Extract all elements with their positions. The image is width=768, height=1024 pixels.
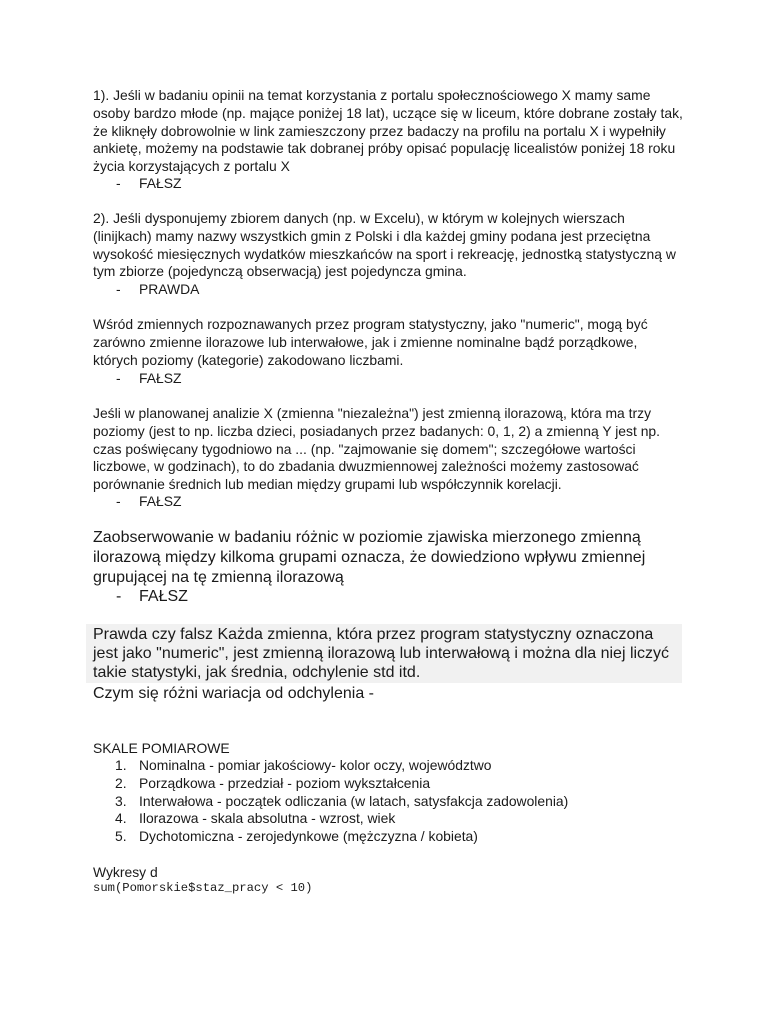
scale-item — [93, 775, 568, 793]
question-4-answer — [116, 493, 181, 511]
scales-list — [93, 757, 568, 846]
list-number: 4. — [115, 810, 127, 827]
question-3-answer — [116, 370, 181, 388]
dash-marker: - — [116, 588, 122, 605]
scale-item-text: Ilorazowa - skala absolutna - wzrost, wiek — [139, 810, 396, 827]
list-number: 1. — [115, 757, 127, 773]
scale-item — [93, 793, 568, 811]
question-1-text: 1). Jeśli w badaniu opinii na temat korzystania z portalu społecznościowego X mamy same osoby bardzo młode (np. mające poniżej 18 lat), uczące się w liceum, które dobrane zostały tak, że kliknęły dobrowolnie w link zamieszczony przez badaczy na profilu na portalu X i wypełniły ankietę, możemy na podstawie tak dobranej próby opisać populację licealistów poniżej 18 roku życia korzystających z portalu X — [93, 87, 683, 175]
answer-label: FAŁSZ — [139, 588, 188, 605]
question-5-text: Zaobserwowanie w badaniu różnic w poziomie zjawiska mierzonego zmienną ilorazową między kilkoma grupami oznacza, że dowiedziono wpływu zmiennej grupującej na tę zmienną ilorazową — [93, 529, 646, 586]
scales-heading: SKALE POMIAROWE — [93, 740, 230, 756]
answer-label: FAŁSZ — [139, 370, 182, 386]
answer-label: FAŁSZ — [139, 493, 182, 509]
scale-item-text: Porządkowa - przedział - poziom wykształcenia — [139, 774, 431, 791]
answer-label: FAŁSZ — [139, 175, 182, 191]
dash-marker: - — [116, 175, 121, 191]
answer-label: PRAWDA — [139, 281, 200, 297]
question-2-text: 2). Jeśli dysponujemy zbiorem danych (np. w Excelu), w którym w kolejnych wierszach (linijkach) mamy nazwy wszystkich gmin z Polski i dla każdej gminy podana jest przeciętna wysokość miesięcznych wydatków mieszkańców na sport i rekreację, jednostką statystyczną w tym zbiorze (pojedynczą obserwacją) jest pojedyncza gmina. — [93, 210, 676, 280]
scale-item — [93, 757, 568, 775]
question-7-text: Czym się różni wariacja od odchylenia - — [93, 685, 374, 702]
charts-label: Wykresy d — [93, 864, 158, 880]
scale-item — [93, 828, 568, 846]
scale-item-text: Interwałowa - początek odliczania (w latach, satysfakcja zadowolenia) — [139, 792, 569, 809]
scale-item-text: Dychotomiczna - zerojedynkowe (mężczyzna / kobieta) — [139, 828, 478, 845]
question-3-text: Wśród zmiennych rozpoznawanych przez program statystyczny, jako "numeric", mogą być zarówno zmienne ilorazowe lub interwałowe, jak i zmienne nominalne bądź porządkowe, których poziomy (kategorie) zakodowano liczbami. — [93, 316, 648, 368]
question-6-text: Prawda czy falsz Każda zmienna, która przez program statystyczny oznaczona jest jako "numeric", jest zmienną ilorazową lub interwałową i można dla niej liczyć takie statystyki, jak średnia, odchylenie std itd. — [93, 626, 670, 681]
question-2-answer — [116, 281, 199, 299]
list-number: 2. — [115, 774, 127, 791]
scale-item-text: Nominalna - pomiar jakościowy- kolor oczy, województwo — [139, 757, 492, 773]
question-5-answer — [116, 587, 188, 607]
question-1-answer — [116, 175, 181, 193]
list-number: 3. — [115, 792, 127, 809]
question-4-text: Jeśli w planowanej analizie X (zmienna "niezależna") jest zmienną ilorazową, która ma trzy poziomy (jest to np. liczba dzieci, posiadanych przez badanych: 0, 1, 2) a zmienną Y jest np. czas poświęcany tygodniowo na ... (np. "zajmowanie się domem"; szczegółowe wartości liczbowe, w godzinach), to do zbadania dwuzmiennowej zależności możemy zastosować porównanie średnich lub median między grupami lub współczynnik korelacji. — [93, 405, 660, 493]
scale-item — [93, 810, 568, 828]
dash-marker: - — [116, 370, 121, 386]
list-number: 5. — [115, 828, 127, 845]
dash-marker: - — [116, 493, 121, 509]
dash-marker: - — [116, 281, 121, 297]
code-snippet: sum(Pomorskie$staz_pracy < 10) — [93, 881, 313, 895]
